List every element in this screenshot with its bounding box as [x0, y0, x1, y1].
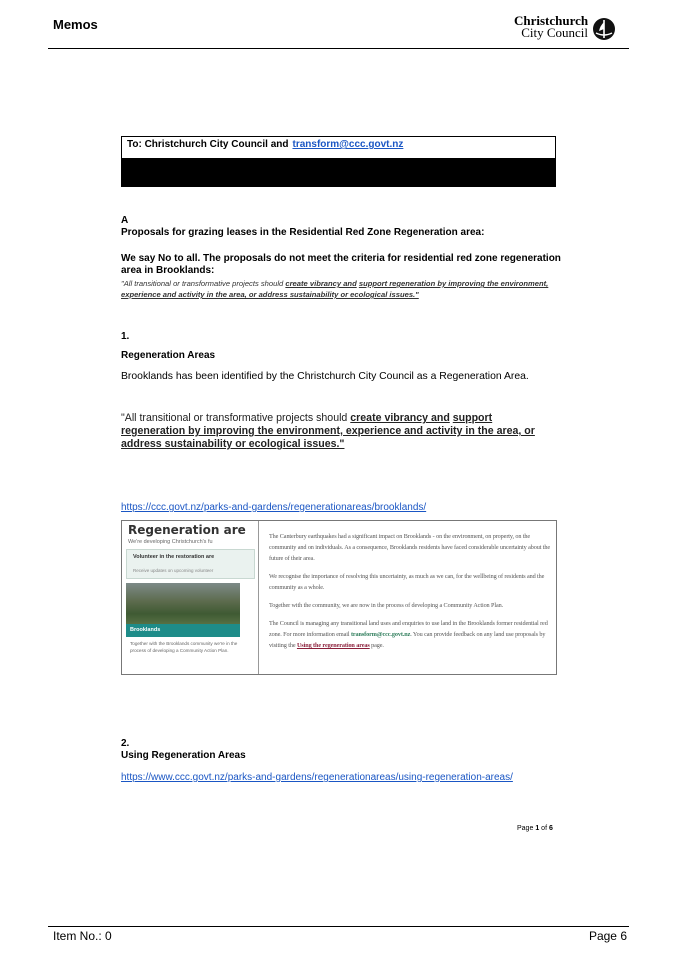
capture-subtitle: We're developing Christchurch's fu — [128, 539, 213, 545]
embedded-page-marker — [517, 825, 553, 832]
header-divider — [48, 48, 629, 49]
brooklands-tile-label — [126, 624, 240, 637]
capture-body-text — [269, 531, 553, 658]
section-1-heading: Regeneration Areas — [121, 350, 216, 361]
logo-line-1: Christchurch — [514, 13, 589, 28]
section-1-number: 1. — [121, 331, 130, 342]
page-of: of — [541, 825, 548, 832]
section-a-statement: We say No to all. The proposals do not meet the criteria for residential red zone regeneration area in Brooklands: — [121, 253, 561, 276]
volunteer-card — [126, 549, 255, 579]
volunteer-title: Volunteer in the restoration are — [133, 554, 215, 560]
tile-label-text: Brooklands — [130, 627, 161, 633]
capture-paragraph-3: Together with the community, we are now in the process of developing a Community Action Plan. — [269, 602, 504, 609]
section-1-body: Brooklands has been identified by the Christchurch City Council as a Regeneration Area. — [121, 371, 529, 382]
quote-underlined-2: support regeneration by improving the environment, experience and activity in the area, or address sustainability or ecological issues." — [121, 279, 549, 299]
section-1-quote — [121, 412, 551, 451]
brooklands-aerial-photo — [126, 583, 240, 624]
quote-underlined-1: create vibrancy and — [285, 279, 357, 288]
council-logo — [514, 15, 618, 43]
redaction-bar — [122, 158, 555, 186]
footer-page-number: Page 6 — [588, 929, 627, 943]
memo-header-title: Memos — [53, 17, 98, 32]
quote-underlined-2: support regeneration by improving the environment, experience and activity in the area, or address sustainability or ecological issues." — [121, 412, 535, 450]
p4-regeneration-link[interactable]: Using the regeneration areas — [296, 642, 370, 649]
section-2-number: 2. — [121, 738, 130, 749]
section-a-quote — [121, 278, 561, 300]
capture-paragraph-1: The Canterbury earthquakes had a significant impact on Brooklands - on the environment, on property, on the community and on individuals. As a consequence, Brooklands residents have faced considerable uncertainty about the future of their area. — [269, 533, 551, 562]
council-crest-icon — [592, 17, 616, 41]
capture-paragraph-4 — [269, 618, 553, 651]
recipient-box — [121, 136, 556, 187]
capture-left-panel — [122, 521, 259, 674]
page-current: 1 — [535, 825, 540, 832]
capture-paragraph-2: We recognise the importance of resolving this uncertainty, as much as we can, for the wellbeing of residents and the community as a whole. — [269, 573, 545, 591]
page-prefix: Page — [517, 825, 534, 832]
p4-mid: . You can provide feedback on any land use proposals by visiting the — [269, 631, 546, 649]
volunteer-subtitle: Receive updates on upcoming volunteer — [133, 568, 214, 573]
quote-underlined-1: create vibrancy and — [350, 412, 450, 424]
logo-line-2: City Council — [521, 25, 588, 40]
quote-intro: "All transitional or transformative projects should — [121, 279, 284, 288]
p4-start: The Council is managing any transitional land uses and enquiries to use land in the Brooklands former residential red zone. For more information email — [269, 620, 548, 638]
p4-email-link[interactable]: transform@ccc.govt.nz — [350, 631, 411, 638]
footer-divider — [48, 926, 629, 927]
footer-item-number: Item No.: 0 — [53, 929, 112, 943]
tile-caption: Together with the Brooklands community we're in the process of developing a Community Action Plan. — [130, 641, 238, 653]
brooklands-url-link[interactable]: https://ccc.govt.nz/parks-and-gardens/regenerationareas/brooklands/ — [121, 502, 427, 513]
recipient-label: To: Christchurch City Council and — [127, 139, 289, 150]
page-total: 6 — [548, 825, 553, 832]
p4-end: page. — [371, 642, 384, 649]
recipient-line — [127, 139, 403, 150]
quote-intro: "All transitional or transformative projects should — [121, 412, 348, 424]
using-regeneration-url-link[interactable]: https://www.ccc.govt.nz/parks-and-gardens/regenerationareas/using-regeneration-areas/ — [121, 772, 513, 783]
section-a-letter: A — [121, 215, 129, 226]
web-page-capture — [121, 520, 557, 675]
section-a-heading: Proposals for grazing leases in the Residential Red Zone Regeneration area: — [121, 227, 485, 238]
capture-title: Regeneration are — [128, 523, 246, 537]
section-2-heading: Using Regeneration Areas — [121, 750, 246, 761]
recipient-email-link[interactable]: transform@ccc.govt.nz — [292, 139, 404, 150]
